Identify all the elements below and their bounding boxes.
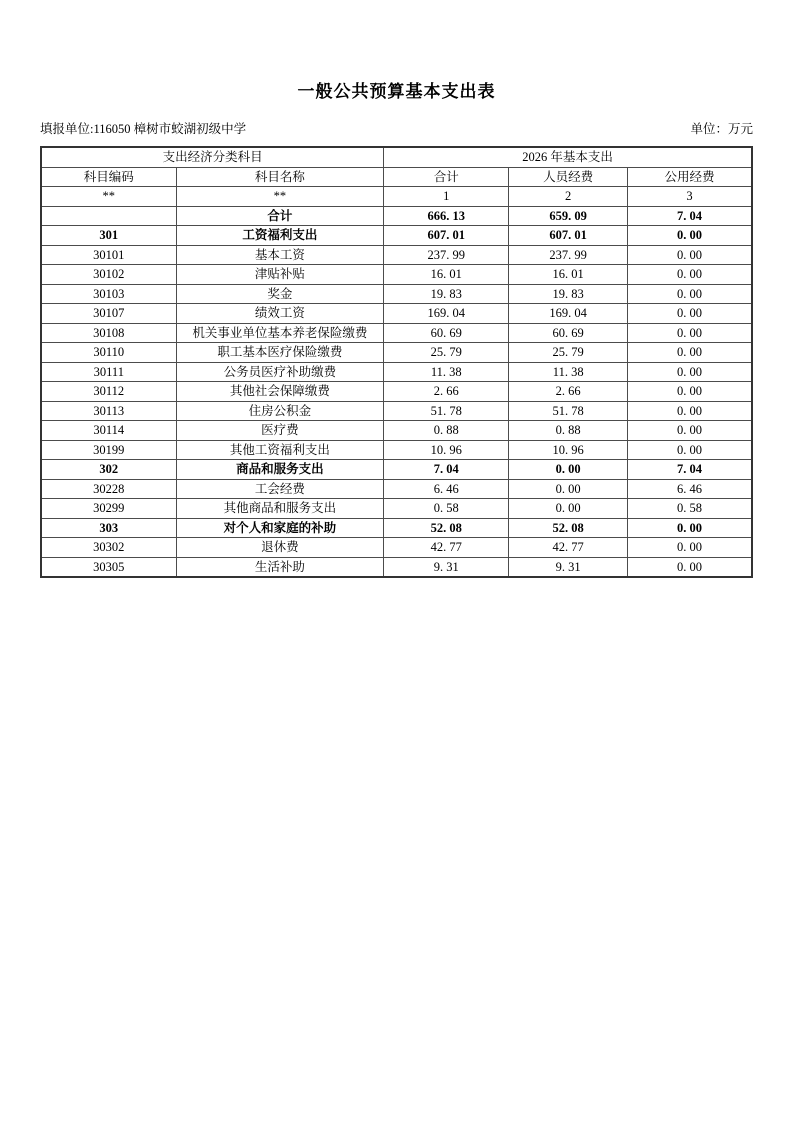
- cell-public: 6. 46: [628, 479, 752, 499]
- cell-personnel: 52. 08: [509, 518, 628, 538]
- cell-name: 工资福利支出: [176, 226, 384, 246]
- column-number-public: 3: [628, 187, 752, 207]
- cell-personnel: 0. 88: [509, 421, 628, 441]
- cell-public: 0. 00: [628, 343, 752, 363]
- cell-total: 52. 08: [384, 518, 509, 538]
- table-row: [41, 401, 752, 421]
- cell-name: 基本工资: [176, 245, 384, 265]
- cell-public: 7. 04: [628, 206, 752, 226]
- cell-code: 30101: [41, 245, 176, 265]
- cell-code: 30114: [41, 421, 176, 441]
- reporting-unit-label: 填报单位:116050 樟树市蛟湖初级中学: [40, 122, 247, 136]
- meta-row: [40, 119, 753, 137]
- table-row: [41, 421, 752, 441]
- cell-code: 30302: [41, 538, 176, 558]
- column-header-row: [41, 167, 752, 187]
- cell-total: 2. 66: [384, 382, 509, 402]
- unit-label: 单位：万元: [690, 122, 753, 136]
- cell-total: 10. 96: [384, 440, 509, 460]
- table-row: [41, 265, 752, 285]
- cell-personnel: 0. 00: [509, 460, 628, 480]
- cell-total: 0. 88: [384, 421, 509, 441]
- column-number-personnel: 2: [509, 187, 628, 207]
- cell-public: 0. 00: [628, 226, 752, 246]
- cell-public: 0. 00: [628, 557, 752, 577]
- cell-name: 医疗费: [176, 421, 384, 441]
- cell-name: 机关事业单位基本养老保险缴费: [176, 323, 384, 343]
- cell-code: 30199: [41, 440, 176, 460]
- cell-name: 住房公积金: [176, 401, 384, 421]
- table-row: [41, 382, 752, 402]
- column-header-name: 科目名称: [176, 167, 384, 187]
- table-row: [41, 226, 752, 246]
- cell-name: 退休费: [176, 538, 384, 558]
- column-header-total: 合计: [384, 167, 509, 187]
- cell-personnel: 9. 31: [509, 557, 628, 577]
- cell-personnel: 607. 01: [509, 226, 628, 246]
- cell-personnel: 16. 01: [509, 265, 628, 285]
- header-group-year: 2026 年基本支出: [384, 147, 752, 167]
- column-header-public: 公用经费: [628, 167, 752, 187]
- cell-personnel: 10. 96: [509, 440, 628, 460]
- cell-personnel: 11. 38: [509, 362, 628, 382]
- cell-code: 30112: [41, 382, 176, 402]
- cell-code: 30103: [41, 284, 176, 304]
- column-number-code: **: [41, 187, 176, 207]
- cell-name: 职工基本医疗保险缴费: [176, 343, 384, 363]
- cell-name: 其他社会保障缴费: [176, 382, 384, 402]
- cell-name: 奖金: [176, 284, 384, 304]
- column-header-personnel: 人员经费: [509, 167, 628, 187]
- cell-public: 0. 00: [628, 401, 752, 421]
- cell-name: 其他工资福利支出: [176, 440, 384, 460]
- cell-personnel: 42. 77: [509, 538, 628, 558]
- cell-public: 0. 00: [628, 421, 752, 441]
- cell-name: 其他商品和服务支出: [176, 499, 384, 519]
- cell-name: 公务员医疗补助缴费: [176, 362, 384, 382]
- cell-total: 25. 79: [384, 343, 509, 363]
- cell-personnel: 51. 78: [509, 401, 628, 421]
- cell-personnel: 0. 00: [509, 499, 628, 519]
- header-group-subject: 支出经济分类科目: [41, 147, 384, 167]
- cell-public: 0. 00: [628, 245, 752, 265]
- table-row: [41, 538, 752, 558]
- cell-total: 16. 01: [384, 265, 509, 285]
- cell-code: 30107: [41, 304, 176, 324]
- cell-code: 303: [41, 518, 176, 538]
- cell-total: 607. 01: [384, 226, 509, 246]
- table-row: [41, 323, 752, 343]
- table-row: [41, 557, 752, 577]
- table-row: [41, 206, 752, 226]
- cell-personnel: 659. 09: [509, 206, 628, 226]
- cell-public: 0. 00: [628, 440, 752, 460]
- cell-code: [41, 206, 176, 226]
- cell-code: 30110: [41, 343, 176, 363]
- cell-public: 0. 00: [628, 284, 752, 304]
- cell-code: 30113: [41, 401, 176, 421]
- column-number-name: **: [176, 187, 384, 207]
- page-title: 一般公共预算基本支出表: [297, 82, 496, 101]
- budget-table: [40, 146, 753, 578]
- cell-personnel: 2. 66: [509, 382, 628, 402]
- cell-name: 绩效工资: [176, 304, 384, 324]
- cell-public: 0. 00: [628, 265, 752, 285]
- cell-code: 30228: [41, 479, 176, 499]
- table-row: [41, 460, 752, 480]
- cell-code: 30305: [41, 557, 176, 577]
- cell-code: 30111: [41, 362, 176, 382]
- table-row: [41, 440, 752, 460]
- cell-total: 169. 04: [384, 304, 509, 324]
- cell-personnel: 237. 99: [509, 245, 628, 265]
- cell-public: 0. 00: [628, 304, 752, 324]
- table-row: [41, 304, 752, 324]
- header-group-row: [41, 147, 752, 167]
- column-header-code: 科目编码: [41, 167, 176, 187]
- cell-code: 30108: [41, 323, 176, 343]
- cell-total: 51. 78: [384, 401, 509, 421]
- cell-personnel: 169. 04: [509, 304, 628, 324]
- cell-total: 237. 99: [384, 245, 509, 265]
- cell-total: 19. 83: [384, 284, 509, 304]
- cell-public: 0. 00: [628, 323, 752, 343]
- table-row: [41, 362, 752, 382]
- cell-total: 666. 13: [384, 206, 509, 226]
- table-row: [41, 343, 752, 363]
- table-row: [41, 499, 752, 519]
- cell-name: 对个人和家庭的补助: [176, 518, 384, 538]
- cell-personnel: 25. 79: [509, 343, 628, 363]
- column-number-row: [41, 187, 752, 207]
- column-number-total: 1: [384, 187, 509, 207]
- cell-code: 30299: [41, 499, 176, 519]
- cell-total: 9. 31: [384, 557, 509, 577]
- cell-total: 7. 04: [384, 460, 509, 480]
- cell-code: 301: [41, 226, 176, 246]
- cell-personnel: 0. 00: [509, 479, 628, 499]
- cell-personnel: 19. 83: [509, 284, 628, 304]
- cell-total: 6. 46: [384, 479, 509, 499]
- cell-public: 0. 00: [628, 518, 752, 538]
- cell-total: 11. 38: [384, 362, 509, 382]
- cell-total: 60. 69: [384, 323, 509, 343]
- table-row: [41, 245, 752, 265]
- table-row: [41, 479, 752, 499]
- cell-total: 0. 58: [384, 499, 509, 519]
- cell-name: 津贴补贴: [176, 265, 384, 285]
- cell-name: 商品和服务支出: [176, 460, 384, 480]
- table-row: [41, 284, 752, 304]
- cell-code: 30102: [41, 265, 176, 285]
- cell-public: 0. 58: [628, 499, 752, 519]
- cell-public: 0. 00: [628, 382, 752, 402]
- cell-name: 合计: [176, 206, 384, 226]
- cell-public: 0. 00: [628, 362, 752, 382]
- cell-name: 工会经费: [176, 479, 384, 499]
- cell-public: 0. 00: [628, 538, 752, 558]
- cell-public: 7. 04: [628, 460, 752, 480]
- table-row: [41, 518, 752, 538]
- cell-name: 生活补助: [176, 557, 384, 577]
- cell-personnel: 60. 69: [509, 323, 628, 343]
- cell-total: 42. 77: [384, 538, 509, 558]
- cell-code: 302: [41, 460, 176, 480]
